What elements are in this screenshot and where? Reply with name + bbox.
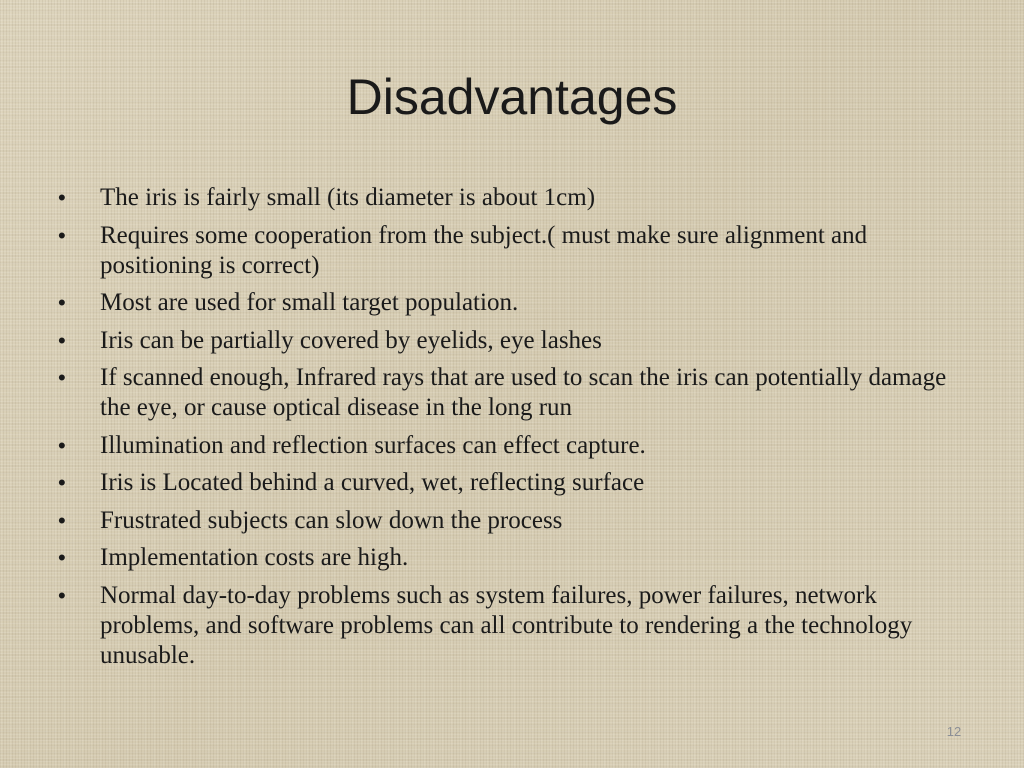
bullet-icon: • xyxy=(58,327,66,353)
bullet-text: Illumination and reflection surfaces can effect capture. xyxy=(100,431,646,459)
bullet-text: If scanned enough, Infrared rays that are used to scan the iris can potentially damage the eye, or cause optical disease in the long run xyxy=(100,364,947,421)
bullet-item xyxy=(56,581,968,671)
bullet-icon: • xyxy=(58,185,66,210)
bullet-item xyxy=(56,183,968,213)
bullet-item xyxy=(56,288,968,318)
bullet-text: Most are used for small target population. xyxy=(100,289,519,316)
bullet-list xyxy=(56,183,968,678)
bullet-text: Requires some cooperation from the subject.( must make sure alignment and positioning is correct) xyxy=(100,221,868,279)
bullet-icon: • xyxy=(58,432,66,458)
bullet-item xyxy=(56,543,968,573)
bullet-icon: • xyxy=(58,222,66,248)
bullet-item xyxy=(56,221,968,281)
bullet-text: Normal day-to-day problems such as system failures, power failures, network problems, and software problems can all contribute to rendering a the technology unusable. xyxy=(100,581,913,669)
bullet-text: Iris is Located behind a curved, wet, reflecting surface xyxy=(100,469,645,496)
bullet-text: The iris is fairly small (its diameter is about 1cm) xyxy=(100,184,596,211)
bullet-icon: • xyxy=(58,582,66,608)
page-number: 12 xyxy=(946,724,962,739)
bullet-item xyxy=(56,506,968,536)
bullet-icon: • xyxy=(58,365,66,390)
bullet-item xyxy=(56,431,968,461)
bullet-text: Frustrated subjects can slow down the process xyxy=(100,506,563,534)
bullet-item xyxy=(56,363,968,423)
bullet-text: Implementation costs are high. xyxy=(100,544,409,571)
bullet-icon: • xyxy=(58,290,66,315)
bullet-item xyxy=(56,326,968,356)
bullet-icon: • xyxy=(58,507,66,533)
bullet-icon: • xyxy=(58,545,66,570)
bullet-item xyxy=(56,468,968,498)
bullet-text: Iris can be partially covered by eyelids, eye lashes xyxy=(100,326,602,354)
bullet-icon: • xyxy=(58,470,66,495)
slide-title: Disadvantages xyxy=(346,69,678,125)
